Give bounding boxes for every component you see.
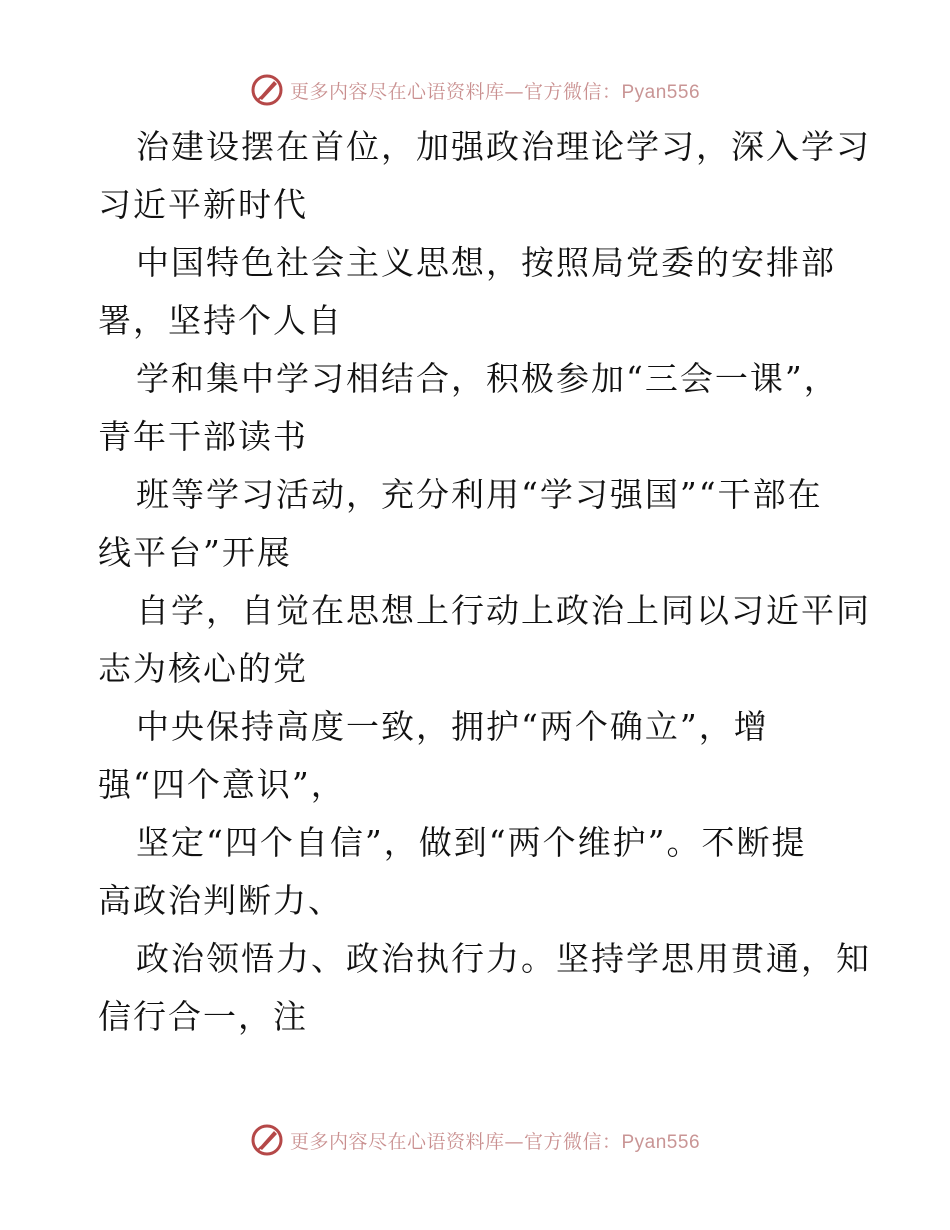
watermark-text: 更多内容尽在心语资料库—官方微信：Pyan556 xyxy=(289,80,701,103)
document-body xyxy=(98,118,871,1046)
body-line: 中央保持高度一致，拥护“两个确立”，增 xyxy=(136,707,769,746)
footer-watermark xyxy=(0,1120,950,1160)
body-line: 中国特色社会主义思想，按照局党委的安排部 xyxy=(136,243,836,282)
body-line: 自学，自觉在思想上行动上政治上同以习近平同 xyxy=(136,591,871,630)
watermark-text: 更多内容尽在心语资料库—官方微信：Pyan556 xyxy=(289,1130,701,1153)
header-watermark xyxy=(0,70,950,110)
body-line: 强“四个意识”， xyxy=(98,765,346,804)
body-line: 班等学习活动，充分利用“学习强国”“干部在 xyxy=(136,475,823,514)
body-line: 信行合一，注 xyxy=(98,997,308,1036)
quill-logo-icon xyxy=(250,73,284,107)
body-line: 青年干部读书 xyxy=(98,417,308,456)
body-line: 线平台”开展 xyxy=(98,533,292,572)
body-line: 坚定“四个自信”，做到“两个维护”。不断提 xyxy=(136,823,807,862)
body-line: 政治领悟力、政治执行力。坚持学思用贯通，知 xyxy=(136,939,871,978)
body-line: 志为核心的党 xyxy=(98,649,308,688)
body-line: 署，坚持个人自 xyxy=(98,301,343,340)
body-line: 治建设摆在首位，加强政治理论学习，深入学习 xyxy=(136,127,871,166)
body-line: 习近平新时代 xyxy=(98,185,308,224)
quill-logo-icon xyxy=(250,1123,284,1157)
body-line: 学和集中学习相结合，积极参加“三会一课”， xyxy=(136,359,839,398)
body-line: 高政治判断力、 xyxy=(98,881,343,920)
